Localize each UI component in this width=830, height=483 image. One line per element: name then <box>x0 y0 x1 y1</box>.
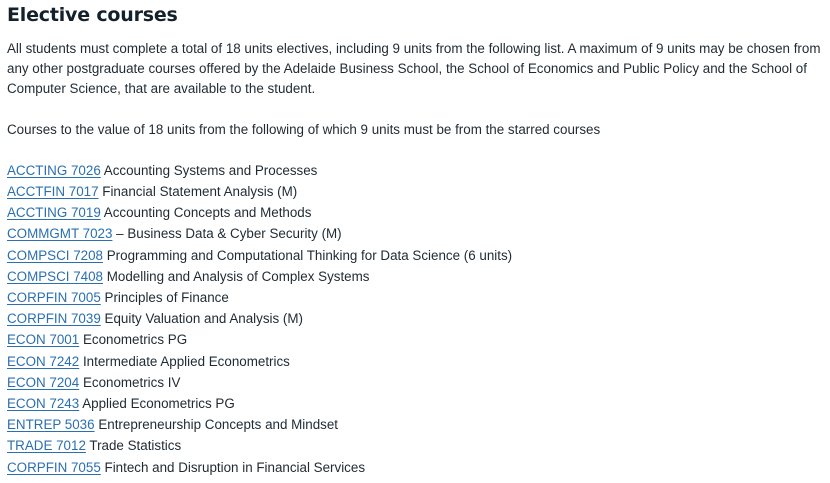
course-title: Accounting Systems and Processes <box>103 162 318 178</box>
course-link[interactable]: COMPSCI 7408 <box>7 268 104 284</box>
course-title: Programming and Computational Thinking for Data Science (6 units) <box>106 247 513 263</box>
course-title: Principles of Finance <box>104 290 229 306</box>
course-link[interactable]: ENTREP 5036 <box>7 417 95 433</box>
course-title: Entrepreneurship Concepts and Mindset <box>98 417 339 433</box>
course-title: Applied Econometrics PG <box>82 396 235 412</box>
list-item <box>7 160 823 181</box>
list-item <box>7 202 823 223</box>
course-link[interactable]: TRADE 7012 <box>7 438 86 454</box>
list-item <box>7 266 823 287</box>
list-item <box>7 351 823 372</box>
course-title: Econometrics PG <box>82 332 188 348</box>
course-link[interactable]: ECON 7204 <box>7 374 80 390</box>
list-item <box>7 393 823 414</box>
list-item <box>7 414 823 435</box>
course-title: – Business Data & Cyber Security (M) <box>116 226 342 242</box>
course-link[interactable]: COMPSCI 7208 <box>7 247 104 263</box>
list-item <box>7 435 823 456</box>
course-title: Fintech and Disruption in Financial Services <box>104 459 366 475</box>
section-heading: Elective courses <box>7 4 178 26</box>
intro-paragraph: All students must complete a total of 18 units electives, including 9 units from the following list. A maximum of 9 units may be chosen from any other postgraduate courses offered by the Adelaide Business School, the School of Economics and Public Policy and the School of Computer Science, that are available to the student. <box>7 41 821 97</box>
course-list <box>7 160 823 478</box>
list-item <box>7 223 823 244</box>
course-link[interactable]: ECON 7001 <box>7 332 80 348</box>
course-link[interactable]: ACCTING 7026 <box>7 162 101 178</box>
list-item <box>7 308 823 329</box>
course-link[interactable]: CORPFIN 7005 <box>7 290 101 306</box>
course-title: Intermediate Applied Econometrics <box>82 353 290 369</box>
course-link[interactable]: ECON 7242 <box>7 353 80 369</box>
course-link[interactable]: ECON 7243 <box>7 396 80 412</box>
course-link[interactable]: ACCTING 7019 <box>7 205 101 221</box>
course-title: Financial Statement Analysis (M) <box>102 184 298 200</box>
course-title: Econometrics IV <box>82 374 181 390</box>
lead-paragraph: Courses to the value of 18 units from the following of which 9 units must be from the starred courses <box>7 121 601 137</box>
course-title: Modelling and Analysis of Complex Systems <box>106 268 370 284</box>
list-item <box>7 181 823 202</box>
list-item <box>7 329 823 350</box>
list-item <box>7 457 823 478</box>
course-title: Accounting Concepts and Methods <box>103 205 312 221</box>
course-title: Equity Valuation and Analysis (M) <box>104 311 303 327</box>
course-link[interactable]: COMMGMT 7023 <box>7 226 113 242</box>
list-item <box>7 245 823 266</box>
course-title: Trade Statistics <box>89 438 182 454</box>
course-link[interactable]: CORPFIN 7039 <box>7 311 101 327</box>
course-link[interactable]: CORPFIN 7055 <box>7 459 101 475</box>
course-link[interactable]: ACCTFIN 7017 <box>7 184 99 200</box>
list-item <box>7 372 823 393</box>
list-item <box>7 287 823 308</box>
